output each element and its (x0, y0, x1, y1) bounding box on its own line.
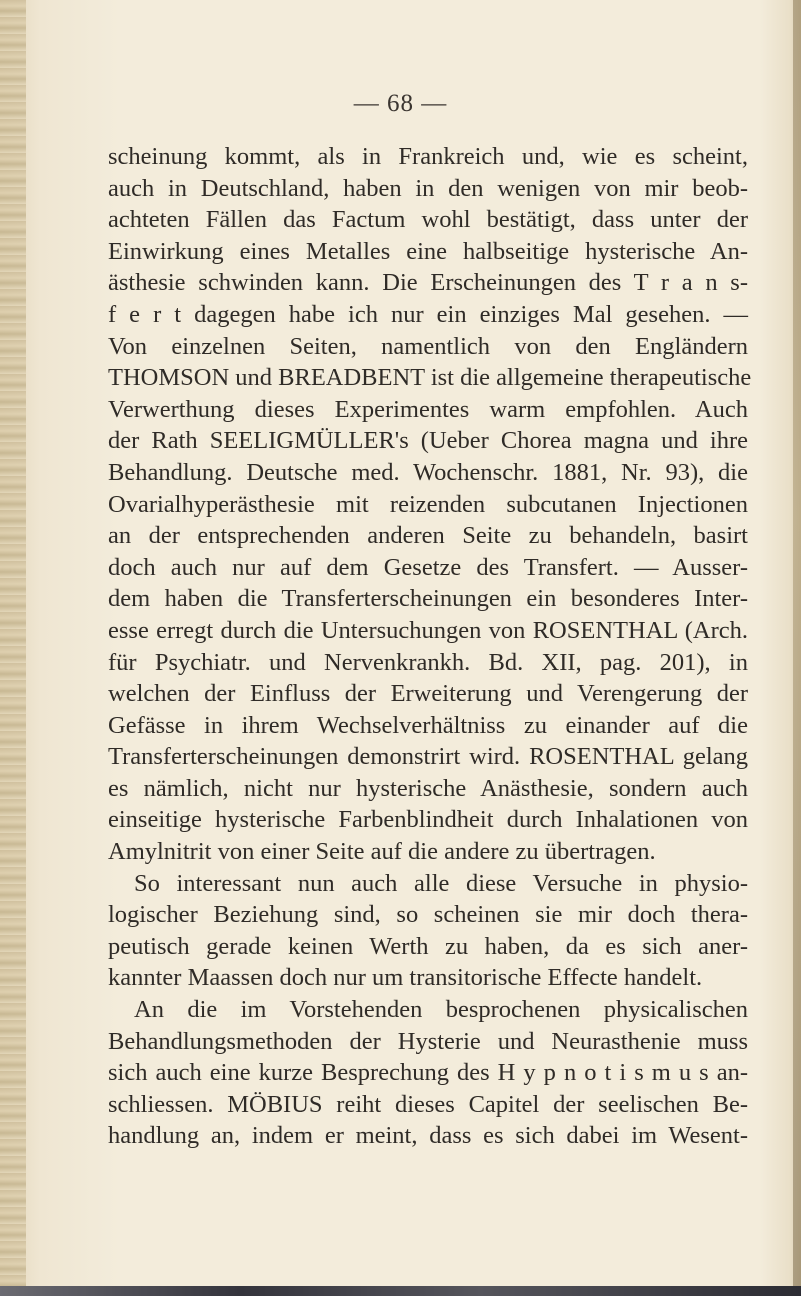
bottom-edge-strip (0, 1286, 801, 1296)
page-number: — 68 — (353, 90, 448, 117)
text-line: scheinung kommt, als in Frankreich und, wie es scheint, (108, 143, 748, 170)
page-right-edge (793, 0, 801, 1296)
text-line: logischer Beziehung sind, so scheinen sie mir doch thera- (108, 901, 748, 929)
text-line: Gefässe in ihrem Wechselverhältniss zu einander auf die (108, 711, 748, 739)
text-line: Verwerthung dieses Experimentes warm empfohlen. Auch (108, 395, 748, 423)
text-line: schliessen. MÖBIUS reiht dieses Capitel der seelischen Be- (108, 1090, 748, 1118)
text-line: sich auch eine kurze Besprechung des H y p n o t i s m u s an- (108, 1059, 748, 1087)
text-line: peutisch gerade keinen Werth zu haben, da es sich aner- (108, 932, 748, 960)
text-line: auch in Deutschland, haben in den wenigen von mir beob- (108, 174, 748, 202)
text-line: der Rath SEELIGMÜLLER's (Ueber Chorea magna und ihre (108, 427, 748, 455)
text-line: welchen der Einfluss der Erweiterung und Verengerung der (108, 680, 748, 708)
text-line: An die im Vorstehenden besprochenen physicalischen (134, 996, 748, 1024)
text-line: Behandlung. Deutsche med. Wochenschr. 1881, Nr. 93), die (108, 458, 748, 486)
text-line: einseitige hysterische Farbenblindheit durch Inhalationen von (108, 806, 748, 834)
text-line: achteten Fällen das Factum wohl bestätigt, dass unter der (108, 206, 748, 234)
text-line: dem haben die Transferterscheinungen ein besonderes Inter- (108, 585, 748, 613)
text-line: Amylnitrit von einer Seite auf die andere zu übertragen. (108, 838, 656, 866)
text-line: So interessant nun auch alle diese Versuche in physio- (134, 869, 748, 897)
text-line: es nämlich, nicht nur hysterische Anästhesie, sondern auch (108, 774, 748, 802)
text-line: esse erregt durch die Untersuchungen von ROSENTHAL (Arch. (108, 616, 748, 644)
text-line: Transferterscheinungen demonstrirt wird. ROSENTHAL gelang (108, 743, 748, 771)
text-line: Einwirkung eines Metalles eine halbseitige hysterische An- (108, 237, 748, 265)
text-line: doch auch nur auf dem Gesetze des Transfert. — Ausser- (108, 553, 748, 581)
text-line: kannter Maassen doch nur um transitorische Effecte handelt. (108, 964, 703, 992)
text-line: handlung an, indem er meint, dass es sich dabei im Wesent- (108, 1122, 748, 1150)
text-line: Ovarialhyperästhesie mit reizenden subcutanen Injectionen (108, 490, 748, 518)
book-binding-edge (0, 0, 26, 1296)
text-line: für Psychiatr. und Nervenkrankh. Bd. XII, pag. 201), in (108, 648, 748, 676)
text-line: THOMSON und BREADBENT ist die allgemeine therapeutische (108, 364, 752, 392)
body-text (108, 141, 752, 1152)
text-line: ästhesie schwinden kann. Die Erscheinungen des T r a n s- (108, 269, 748, 297)
text-line: f e r t dagegen habe ich nur ein einziges Mal gesehen. — (108, 300, 748, 328)
text-line: an der entsprechenden anderen Seite zu behandeln, basirt (108, 522, 748, 550)
text-line: Behandlungsmethoden der Hysterie und Neurasthenie muss (108, 1027, 748, 1055)
text-line: Von einzelnen Seiten, namentlich von den Engländern (108, 332, 748, 360)
